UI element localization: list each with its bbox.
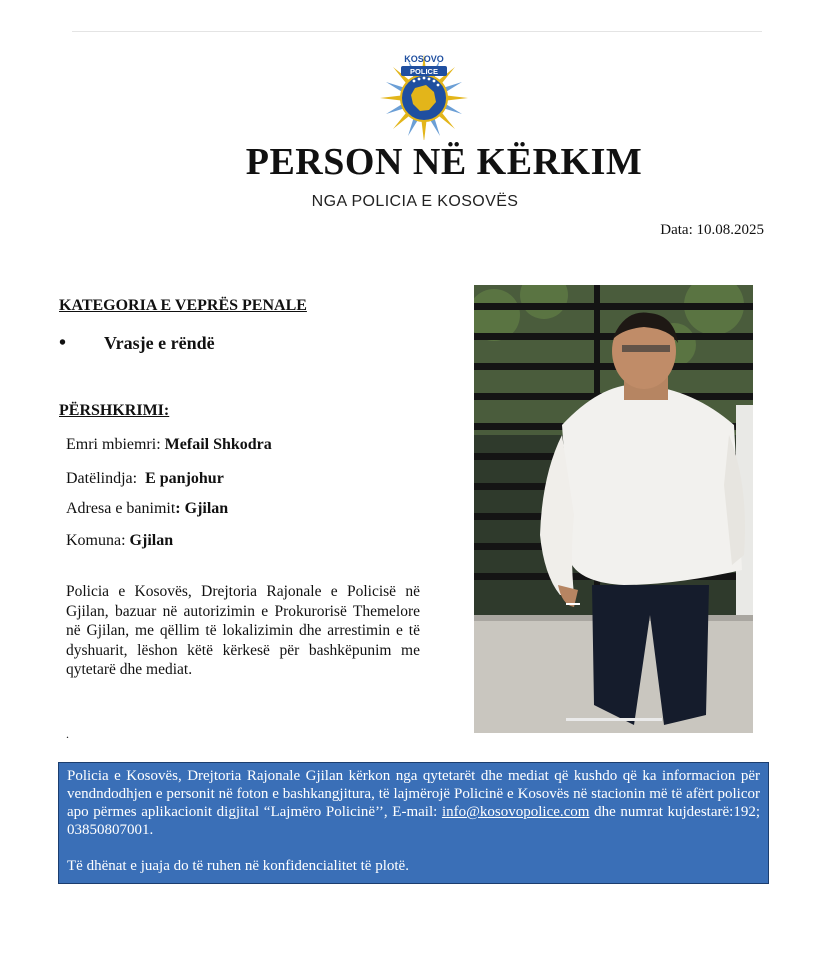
field-label: Emri mbiemri: [66,436,165,453]
stray-mark: . [66,727,69,741]
field-address [66,500,228,518]
category-item [59,332,215,355]
field-full-name [66,436,272,454]
field-label: Komuna: [66,532,130,549]
logo-banner-text: POLICE [410,67,438,76]
kosovo-police-logo [371,48,477,140]
contact-notice [58,762,769,884]
issue-date: Data: 10.08.2025 [660,222,764,238]
bullet-glyph: • [59,332,67,354]
field-value: Mefail Shkodra [164,436,272,453]
page-title: PERSON NË KËRKIM [245,141,643,183]
top-divider [72,31,762,32]
logo-arc-text: KOSOVO [404,54,444,64]
field-municipality [66,532,173,550]
description-heading: PËRSHKRIMI: [59,402,170,419]
field-label: Datëlindja: [66,470,146,487]
notice-text-before: Policia e Kosovës, Drejtoria Rajonale Gjilan kërkon nga qytetarët dhe mediat që kushdo që ka informacion për vendndodhjen e personit në foton e bashkangjitura, të lajmërojë Policinë e Kosovës në stacionin më të afërt policor apo përmes aplikacionit digjital “Lajmëro Policinë’’, E-mail: [67,768,760,820]
field-label: Adresa e banimit [66,500,176,517]
field-birthdate [66,470,224,488]
category-item-text: Vrasje e rëndë [104,333,215,353]
category-heading: KATEGORIA E VEPRËS PENALE [59,297,307,314]
field-value: Gjilan [129,532,174,549]
email-link[interactable]: info@kosovopolice.com [441,804,590,820]
notice-text [67,767,760,839]
suspect-photo [474,285,753,733]
field-value: : Gjilan [175,500,229,517]
page-subtitle: NGA POLICIA E KOSOVËS [311,193,519,210]
description-paragraph: Policia e Kosovës, Drejtoria Rajonale e Policisë në Gjilan, bazuar në autorizimin e Prokurorisë Themelore në Gjilan, me qëllim të lokalizimin dhe arrestimin e të dyshuarit, lëshon këtë kërkesë për bashkëpunim me qytetarë dhe mediat. [66,583,420,678]
notice-text-after: dhe numrat kujdestarë:192; 03850807001. [67,804,760,838]
field-value: E panjohur [145,470,224,487]
confidentiality-note: Të dhënat e juaja do të ruhen në konfidencialitet të plotë. [67,858,409,874]
